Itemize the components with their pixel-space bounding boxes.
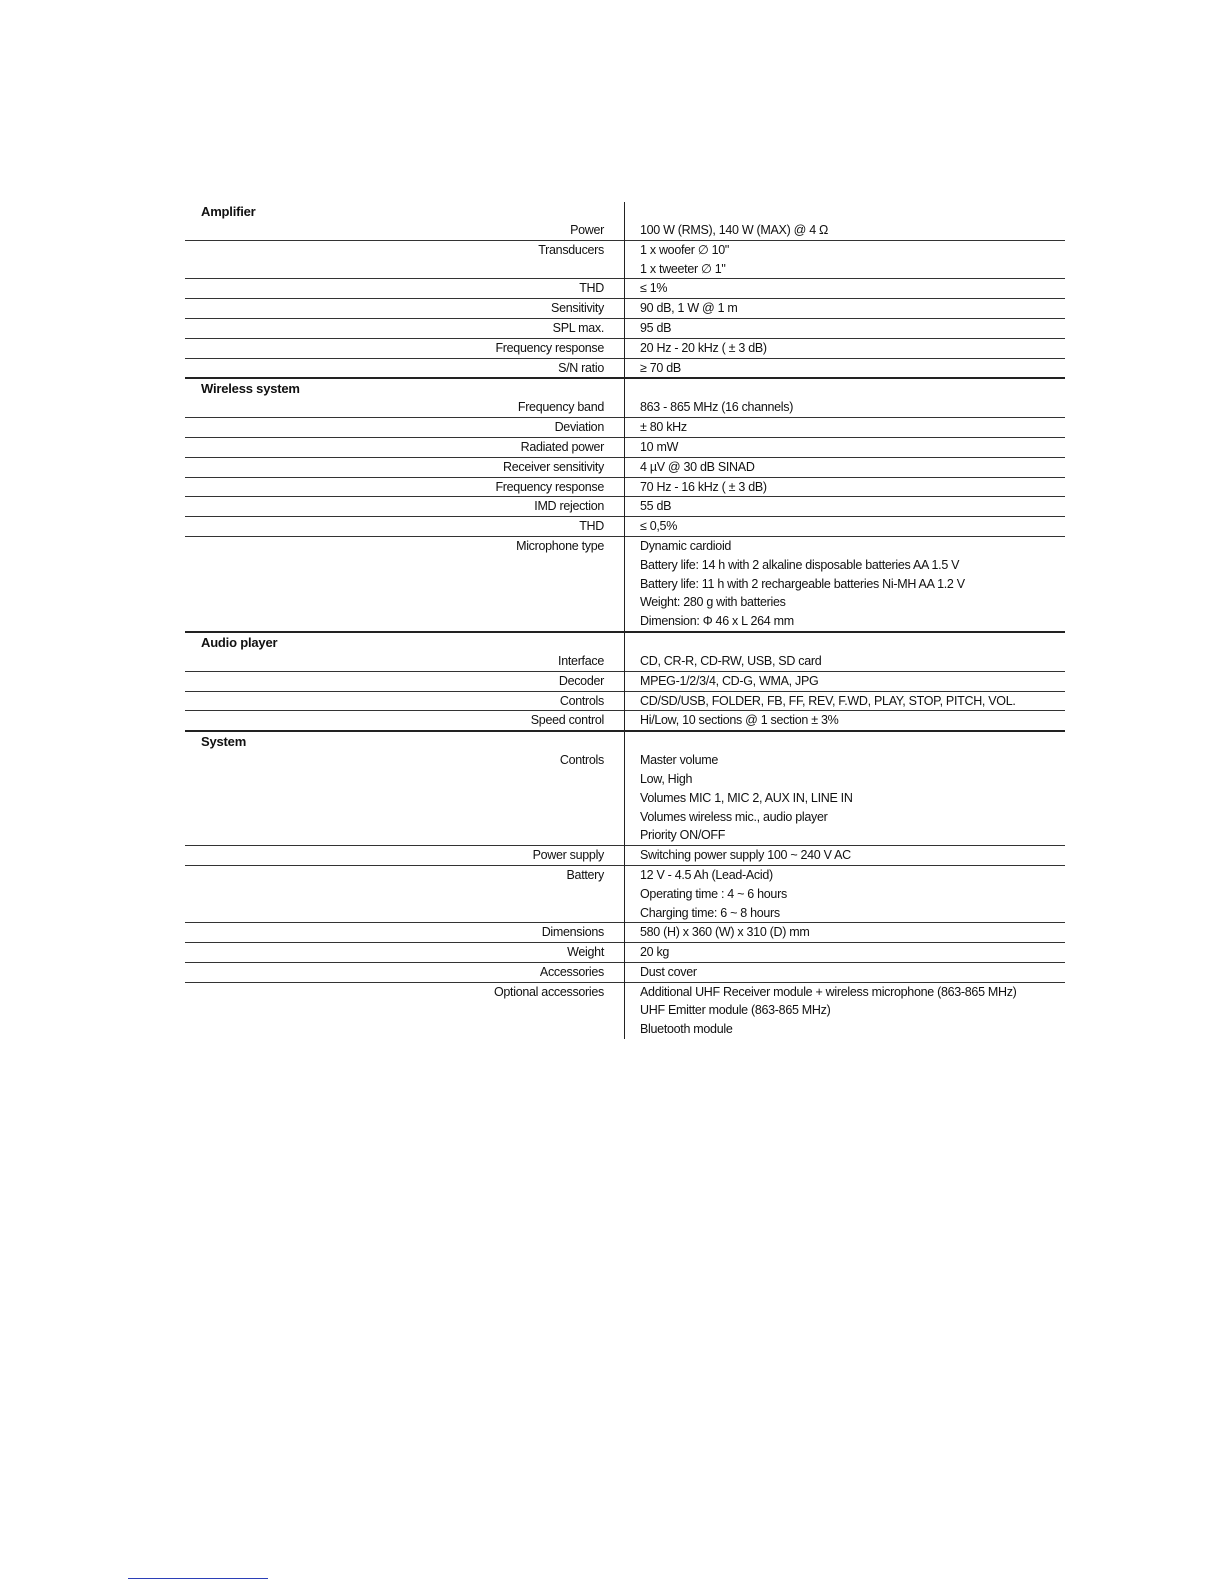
spec-label: Microphone type xyxy=(516,538,604,553)
spec-value: Operating time : 4 ~ 6 hours xyxy=(640,886,787,901)
spec-values xyxy=(624,478,1065,497)
spec-value: Master volume xyxy=(640,753,719,768)
spec-label: S/N ratio xyxy=(558,360,604,375)
spec-value: ≤ 0,5% xyxy=(640,519,678,534)
section-header xyxy=(185,732,1065,751)
spec-value: Dynamic cardioid xyxy=(640,538,732,553)
spec-row xyxy=(185,692,1065,712)
spec-row xyxy=(185,497,1065,517)
spec-value: Hi/Low, 10 sections @ 1 section ± 3% xyxy=(640,713,839,728)
spec-values xyxy=(624,497,1065,516)
spec-values xyxy=(624,751,1065,845)
spec-label: Optional accessories xyxy=(493,984,604,999)
spec-label: Transducers xyxy=(538,242,604,257)
spec-values xyxy=(624,711,1065,730)
spec-value: 20 kg xyxy=(640,945,670,960)
spec-value: UHF Emitter module (863-865 MHz) xyxy=(640,1003,831,1018)
spec-label: Receiver sensitivity xyxy=(503,459,604,474)
spec-values xyxy=(624,983,1065,1039)
spec-value: ≤ 1% xyxy=(640,281,668,296)
section-title: Audio player xyxy=(201,634,278,650)
spec-row xyxy=(185,458,1065,478)
spec-value: 95 dB xyxy=(640,320,672,335)
spec-label: Controls xyxy=(559,693,604,708)
spec-value: 1 x tweeter ∅ 1" xyxy=(640,261,726,276)
spec-value: CD, CR-R, CD-RW, USB, SD card xyxy=(640,653,822,668)
spec-label: Speed control xyxy=(530,713,604,728)
spec-values xyxy=(624,652,1065,671)
spec-values xyxy=(624,537,1065,631)
spec-row xyxy=(185,279,1065,299)
spec-row xyxy=(185,221,1065,241)
spec-row xyxy=(185,299,1065,319)
spec-value: ± 80 kHz xyxy=(640,420,687,435)
spec-label: Interface xyxy=(558,653,604,668)
spec-value: CD/SD/USB, FOLDER, FB, FF, REV, F.WD, PLAY, STOP, PITCH, VOL. xyxy=(640,693,1016,708)
spec-values xyxy=(624,963,1065,982)
spec-label: IMD rejection xyxy=(534,499,604,514)
spec-label: Power supply xyxy=(532,848,604,863)
section-title: Wireless system xyxy=(201,381,300,397)
spec-row xyxy=(185,923,1065,943)
spec-value: Battery life: 11 h with 2 rechargeable batteries Ni-MH AA 1.2 V xyxy=(640,576,965,591)
footer-rule xyxy=(128,1578,268,1579)
spec-row xyxy=(185,963,1065,983)
spec-row xyxy=(185,983,1065,1039)
spec-label: Battery xyxy=(566,867,604,882)
spec-values xyxy=(624,299,1065,318)
spec-values xyxy=(624,672,1065,691)
spec-values xyxy=(624,692,1065,711)
spec-values xyxy=(624,319,1065,338)
spec-values xyxy=(624,517,1065,536)
section-header xyxy=(185,202,1065,221)
spec-label: Accessories xyxy=(539,964,604,979)
spec-value: 55 dB xyxy=(640,499,672,514)
spec-value: Additional UHF Receiver module + wireless microphone (863-865 MHz) xyxy=(640,984,1017,999)
spec-values xyxy=(624,438,1065,457)
spec-value: Volumes wireless mic., audio player xyxy=(640,809,828,824)
spec-label: Radiated power xyxy=(520,439,604,454)
spec-row xyxy=(185,438,1065,458)
spec-label: Sensitivity xyxy=(551,301,604,316)
spec-row xyxy=(185,711,1065,732)
spec-label: Dimensions xyxy=(541,925,604,940)
spec-label: Deviation xyxy=(554,420,604,435)
spec-value: Battery life: 14 h with 2 alkaline disposable batteries AA 1.5 V xyxy=(640,557,960,572)
spec-value: 12 V - 4.5 Ah (Lead-Acid) xyxy=(640,867,773,882)
spec-values xyxy=(624,359,1065,378)
spec-label: SPL max. xyxy=(552,320,604,335)
spec-value: 580 (H) x 360 (W) x 310 (D) mm xyxy=(640,925,810,940)
spec-row xyxy=(185,751,1065,846)
section-header xyxy=(185,633,1065,652)
spec-row xyxy=(185,319,1065,339)
spec-values xyxy=(624,923,1065,942)
spec-value: 4 µV @ 30 dB SINAD xyxy=(640,459,755,474)
spec-row xyxy=(185,517,1065,537)
spec-values xyxy=(624,943,1065,962)
spec-value: ≥ 70 dB xyxy=(640,360,681,375)
spec-values xyxy=(624,279,1065,298)
spec-value: Switching power supply 100 ~ 240 V AC xyxy=(640,848,851,863)
spec-row xyxy=(185,339,1065,359)
spec-row xyxy=(185,943,1065,963)
spec-values xyxy=(624,339,1065,358)
spec-label: Power xyxy=(570,223,604,237)
spec-values xyxy=(624,458,1065,477)
spec-label: Controls xyxy=(559,753,604,768)
spec-value: 70 Hz - 16 kHz ( ± 3 dB) xyxy=(640,479,767,494)
spec-values xyxy=(624,241,1065,279)
spec-value: 90 dB, 1 W @ 1 m xyxy=(640,301,738,316)
spec-row xyxy=(185,846,1065,866)
spec-label: THD xyxy=(579,519,604,534)
spec-row xyxy=(185,652,1065,672)
section-title: System xyxy=(201,734,247,750)
spec-label: Frequency response xyxy=(495,340,604,355)
spec-row xyxy=(185,359,1065,380)
spec-values xyxy=(624,846,1065,865)
spec-label: Frequency band xyxy=(517,400,604,415)
spec-row xyxy=(185,672,1065,692)
spec-value: 10 mW xyxy=(640,439,679,454)
spec-value: Weight: 280 g with batteries xyxy=(640,595,786,610)
spec-label: Weight xyxy=(567,945,604,960)
spec-value: MPEG-1/2/3/4, CD-G, WMA, JPG xyxy=(640,673,819,688)
spec-row xyxy=(185,241,1065,280)
spec-value: Priority ON/OFF xyxy=(640,828,726,843)
spec-value: 1 x woofer ∅ 10" xyxy=(640,242,730,257)
spec-row xyxy=(185,478,1065,498)
spec-table xyxy=(185,202,1065,1039)
spec-row xyxy=(185,418,1065,438)
spec-values xyxy=(624,866,1065,922)
spec-row xyxy=(185,866,1065,923)
section-header xyxy=(185,379,1065,398)
section-title: Amplifier xyxy=(201,204,256,219)
spec-label: THD xyxy=(579,281,604,296)
spec-value: Low, High xyxy=(640,771,693,786)
spec-row xyxy=(185,398,1065,418)
spec-value: 100 W (RMS), 140 W (MAX) @ 4 Ω xyxy=(640,223,829,237)
spec-value: 863 - 865 MHz (16 channels) xyxy=(640,400,794,415)
spec-label: Frequency response xyxy=(495,479,604,494)
spec-value: Dust cover xyxy=(640,964,697,979)
spec-value: 20 Hz - 20 kHz ( ± 3 dB) xyxy=(640,340,767,355)
spec-row xyxy=(185,537,1065,633)
spec-value: Volumes MIC 1, MIC 2, AUX IN, LINE IN xyxy=(640,790,853,805)
spec-label: Decoder xyxy=(558,673,604,688)
spec-values xyxy=(624,418,1065,437)
spec-value: Charging time: 6 ~ 8 hours xyxy=(640,905,780,920)
spec-values xyxy=(624,398,1065,417)
column-divider xyxy=(624,202,625,1039)
spec-values xyxy=(624,221,1065,240)
spec-value: Bluetooth module xyxy=(640,1022,733,1037)
spec-value: Dimension: Φ 46 x L 264 mm xyxy=(640,614,794,629)
